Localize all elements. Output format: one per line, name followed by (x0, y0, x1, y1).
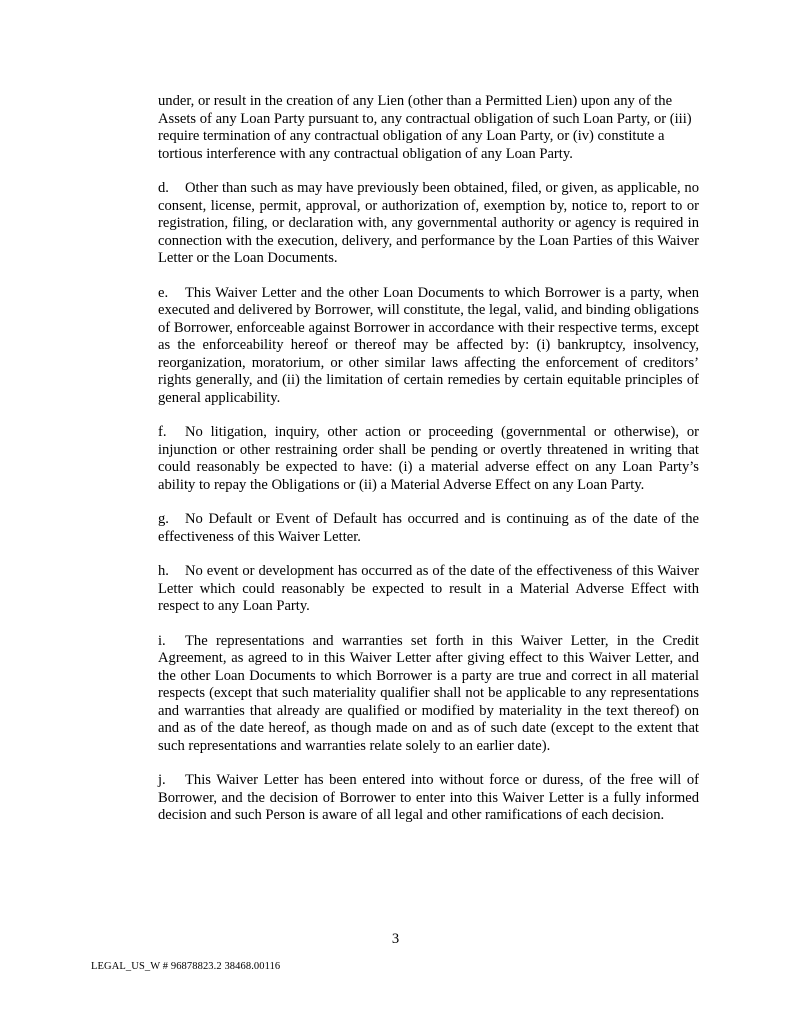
document-body (158, 93, 699, 842)
paragraph-text: This Waiver Letter has been entered into without force or duress, of the free will of Borrower, and the decision of Borrower to enter into this Waiver Letter is a fully informed decision and such Person is aware of all legal and other ramifications of each decision. (158, 772, 699, 823)
paragraph-text: under, or result in the creation of any Lien (other than a Permitted Lien) upon any of the Assets of any Loan Party pursuant to, any contractual obligation of such Loan Party, or (iii) require termination of any contractual obligation of any Loan Party, or (iv) constitute a tortious interference with any contractual obligation of any Loan Party. (158, 93, 692, 162)
paragraph-letter: j. (158, 772, 166, 788)
paragraph-g (158, 511, 699, 546)
paragraph-continuation (158, 93, 699, 163)
paragraph-text: No litigation, inquiry, other action or proceeding (governmental or otherwise), or injunction or other restraining order shall be pending or overtly threatened in writing that could reasonably be expected to have: (i) a material adverse effect on any Loan Party’s ability to repay the Obligations or (ii) a Material Adverse Effect on any Loan Party. (158, 424, 699, 493)
paragraph-letter: f. (158, 424, 167, 440)
paragraph-text: No event or development has occurred as of the date of the effectiveness of this Waiver Letter which could reasonably be expected to result in a Material Adverse Effect with respect to any Loan Party. (158, 563, 699, 614)
paragraph-text: This Waiver Letter and the other Loan Documents to which Borrower is a party, when executed and delivered by Borrower, will constitute, the legal, valid, and binding obligations of Borrower, enforceable against Borrower in accordance with their respective terms, except as the enforceability hereof or thereof may be affected by: (i) bankruptcy, insolvency, reorganization, moratorium, or other similar laws affecting the enforcement of creditors’ rights generally, and (ii) the limitation of certain remedies by certain equitable principles of general applicability. (158, 284, 699, 406)
paragraph-letter: d. (158, 180, 169, 196)
paragraph-j (158, 772, 699, 825)
paragraph-d (158, 180, 699, 268)
paragraph-letter: e. (158, 284, 169, 301)
paragraph-letter: h. (158, 563, 169, 579)
page-number: 3 (391, 931, 400, 947)
paragraph-e (158, 285, 699, 408)
paragraph-h (158, 563, 699, 616)
document-footer-id: LEGAL_US_W # 96878823.2 38468.00116 (91, 961, 281, 972)
paragraph-letter: i. (158, 632, 166, 649)
paragraph-text: Other than such as may have previously been obtained, filed, or given, as applicable, no consent, license, permit, approval, or authorization of, exemption by, notice to, report to or registration, filing, or declaration with, any governmental authority or agency is required in connection with the execution, delivery, and performance by the Loan Parties of this Waiver Letter or the Loan Documents. (158, 180, 699, 266)
paragraph-letter: g. (158, 511, 169, 527)
paragraph-text: No Default or Event of Default has occurred and is continuing as of the date of the effectiveness of this Waiver Letter. (158, 511, 699, 545)
paragraph-text: The representations and warranties set forth in this Waiver Letter, in the Credit Agreement, as agreed to in this Waiver Letter after giving effect to this Waiver Letter, and the other Loan Documents to which Borrower is a party are true and correct in all material respects (except that such materiality qualifier shall not be applicable to any representations and warranties that already are qualified or modified by materiality in the text thereof) on and as of the date hereof, as though made on and as of such date (except to the extent that such representations and warranties relate solely to an earlier date). (158, 632, 699, 754)
paragraph-f (158, 424, 699, 494)
paragraph-i (158, 633, 699, 756)
